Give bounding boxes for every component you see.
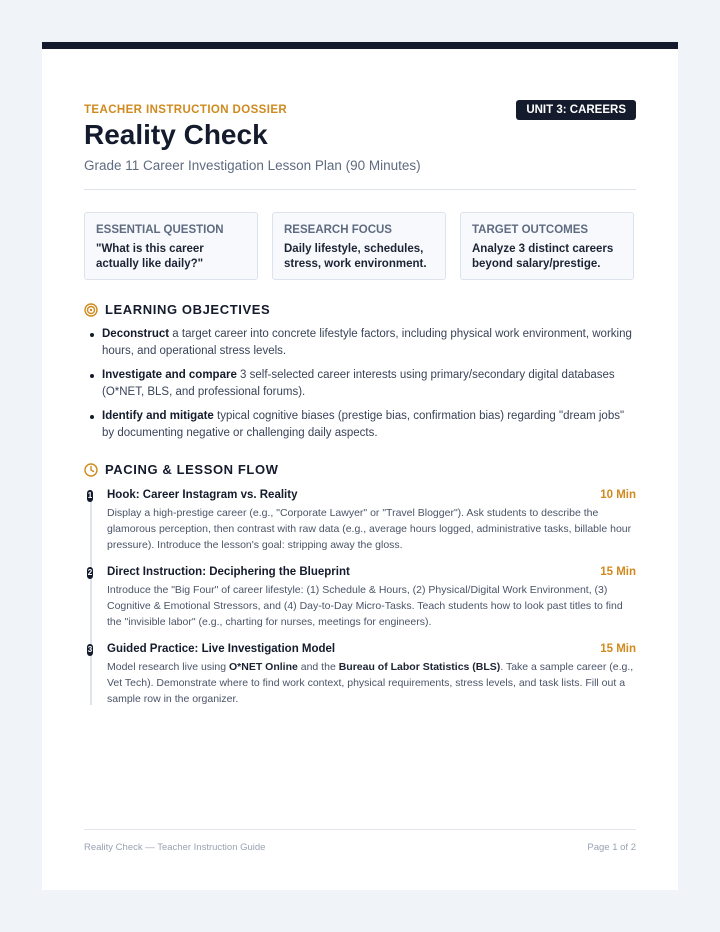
list-item [84, 367, 636, 401]
card-label: ESSENTIAL QUESTION [96, 224, 224, 236]
clock-icon [84, 463, 98, 477]
step-duration: 15 Min [600, 566, 636, 578]
step-number: 2 [87, 568, 93, 577]
step-title: Hook: Career Instagram vs. Reality [107, 489, 298, 501]
summary-cards [84, 212, 636, 280]
desc-text: . Take a sample career (e.g., Vet Tech). Demonstrate where to find work context, physical requirements, stress levels, and task lists. Fill out a sample row in the organizer. [107, 661, 634, 705]
target-icon [84, 303, 98, 317]
card-research-focus [272, 212, 446, 280]
objective-text: 3 self-selected career interests using primary/secondary digital databases (O*NET, BLS, and professional forums). [102, 369, 615, 398]
pacing-heading [84, 462, 279, 477]
page-title: Reality Check [84, 119, 268, 150]
card-essential-question [84, 212, 258, 280]
step-number: 1 [87, 491, 93, 500]
list-item [84, 408, 636, 442]
objectives-heading-text: LEARNING OBJECTIVES [105, 302, 271, 317]
document-page [42, 42, 678, 890]
desc-emphasis-onet: O*NET Online [228, 661, 298, 673]
objective-lead: Investigate and compare [102, 369, 237, 381]
footer-title: Reality Check — Teacher Instruction Guide [84, 842, 266, 853]
objective-text: a target career into concrete lifestyle factors, including physical work environment, working hours, and operational stress levels. [102, 328, 632, 357]
desc-emphasis-bls: Bureau of Labor Statistics (BLS) [338, 661, 501, 673]
card-label: RESEARCH FOCUS [284, 224, 392, 236]
objectives-heading [84, 302, 270, 317]
objective-lead: Identify and mitigate [102, 410, 214, 422]
page-number: Page 1 of 2 [587, 842, 636, 853]
step-description: Introduce the "Big Four" of career lifestyle: (1) Schedule & Hours, (2) Physical/Digital Work Environment, (3) Cognitive & Emotional Stressors, and (4) Day-to-Day Micro-Tasks. Teach students how to look past titles to find the "invisible labor" (e.g., charting for nurses, meetings for engineers). [107, 584, 623, 628]
objectives-list [84, 326, 636, 449]
card-target-outcomes [460, 212, 634, 280]
step-duration: 15 Min [600, 643, 636, 655]
step-duration: 10 Min [600, 489, 636, 501]
step-description [107, 659, 636, 707]
step-title: Direct Instruction: Deciphering the Blueprint [107, 566, 350, 578]
list-item [84, 326, 636, 360]
unit-badge: UNIT 3: CAREERS [516, 100, 636, 120]
card-value: Analyze 3 distinct careers beyond salary/prestige. [472, 243, 614, 270]
step-description: Display a high-prestige career (e.g., "Corporate Lawyer" or "Travel Blogger"). Ask students to describe the glamorous perception, then contrast with raw data (e.g., average hours logged, administrative tasks, billable hour pressure). Introduce the lesson's goal: stripping away the gloss. [107, 507, 632, 551]
dossier-eyebrow: TEACHER INSTRUCTION DOSSIER [84, 104, 288, 116]
card-label: TARGET OUTCOMES [472, 224, 589, 236]
header-divider [84, 189, 636, 190]
objective-text: typical cognitive biases (prestige bias, confirmation bias) regarding "dream jobs" by documenting negative or challenging daily aspects. [102, 410, 625, 439]
objective-lead: Deconstruct [102, 328, 170, 340]
card-value: Daily lifestyle, schedules, stress, work environment. [284, 243, 427, 270]
desc-text: Model research live using [107, 661, 229, 673]
page-subtitle: Grade 11 Career Investigation Lesson Plan (90 Minutes) [84, 158, 421, 173]
footer-divider [84, 829, 636, 830]
step-title: Guided Practice: Live Investigation Model [107, 643, 336, 655]
step-number: 3 [87, 645, 93, 654]
card-value: "What is this career actually like daily?" [96, 243, 204, 270]
desc-text: and the [297, 661, 339, 673]
timeline-line [90, 490, 92, 705]
pacing-heading-text: PACING & LESSON FLOW [105, 462, 279, 477]
